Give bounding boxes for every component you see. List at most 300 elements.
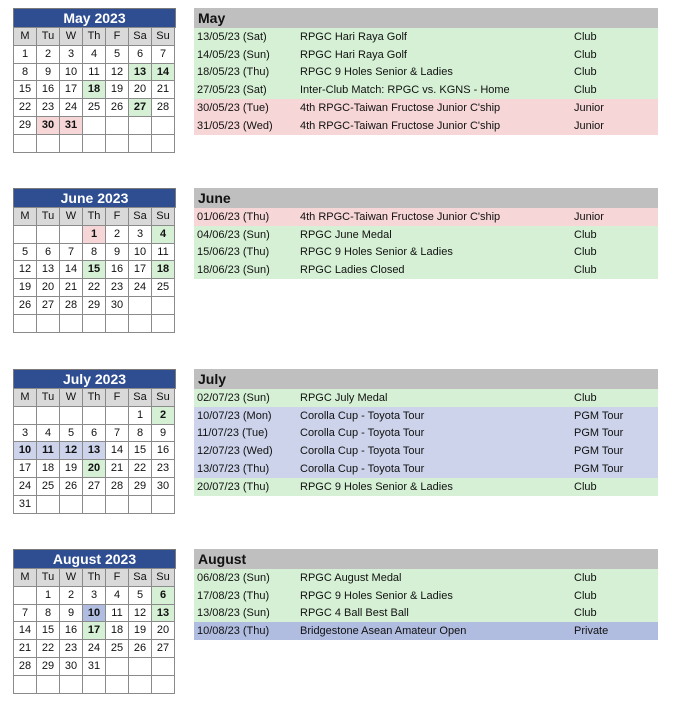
event-type: Junior — [574, 210, 604, 223]
event-rows — [194, 28, 658, 135]
calendar-day: 31 — [14, 496, 37, 514]
calendar-day: 13 — [152, 605, 175, 623]
calendar-day: 31 — [83, 658, 106, 676]
event-name: RPGC Hari Raya Golf — [300, 48, 407, 61]
calendar-empty-cell — [14, 676, 37, 694]
day-header: Th — [83, 389, 106, 407]
calendar-empty-cell — [106, 135, 129, 153]
calendar-empty-cell — [129, 315, 152, 333]
calendar-day: 17 — [14, 460, 37, 478]
day-header: W — [60, 208, 83, 226]
calendar-title: August 2023 — [13, 549, 176, 568]
calendar-day: 5 — [129, 587, 152, 605]
calendar-day: 2 — [37, 46, 60, 64]
event-row — [194, 28, 658, 46]
calendar-empty-cell — [129, 135, 152, 153]
calendar-day: 3 — [83, 587, 106, 605]
event-row — [194, 208, 658, 226]
mini-calendar — [13, 188, 176, 333]
event-row — [194, 478, 658, 496]
calendar-day: 1 — [83, 226, 106, 244]
calendar-day: 16 — [37, 81, 60, 99]
calendar-empty-cell — [83, 496, 106, 514]
calendar-day: 1 — [14, 46, 37, 64]
calendar-day: 7 — [106, 425, 129, 443]
calendar-day: 14 — [106, 442, 129, 460]
calendar-day: 30 — [106, 297, 129, 315]
event-row — [194, 81, 658, 99]
calendar-day: 25 — [152, 279, 175, 297]
month-section-july — [0, 369, 674, 529]
calendar-day: 21 — [106, 460, 129, 478]
event-date: 13/07/23 (Thu) — [197, 463, 270, 476]
event-name: RPGC 9 Holes Senior & Ladies — [300, 480, 453, 493]
calendar-day: 27 — [152, 640, 175, 658]
calendar-day: 31 — [60, 117, 83, 135]
calendar-day: 21 — [152, 81, 175, 99]
calendar-day: 19 — [129, 622, 152, 640]
calendar-day: 11 — [106, 605, 129, 623]
calendar-day: 2 — [152, 407, 175, 425]
calendar-day: 9 — [60, 605, 83, 623]
calendar-day: 16 — [152, 442, 175, 460]
event-list-title: July — [194, 369, 658, 389]
event-date: 18/05/23 (Thu) — [197, 66, 270, 79]
calendar-day: 5 — [106, 46, 129, 64]
calendar-empty-cell — [129, 117, 152, 135]
calendar-day: 6 — [37, 244, 60, 262]
calendar-day: 10 — [129, 244, 152, 262]
event-date: 04/06/23 (Sun) — [197, 228, 270, 241]
day-header: F — [106, 389, 129, 407]
calendar-empty-cell — [37, 676, 60, 694]
day-header: Su — [152, 28, 175, 46]
calendar-day: 5 — [14, 244, 37, 262]
event-name: Corolla Cup - Toyota Tour — [300, 427, 425, 440]
calendar-empty-cell — [14, 226, 37, 244]
event-date: 17/08/23 (Thu) — [197, 589, 270, 602]
event-name: RPGC Ladies Closed — [300, 264, 405, 277]
calendar-empty-cell — [37, 226, 60, 244]
event-date: 20/07/23 (Thu) — [197, 480, 270, 493]
calendar-empty-cell — [37, 407, 60, 425]
event-type: Club — [574, 228, 597, 241]
day-header: Su — [152, 389, 175, 407]
mini-calendar — [13, 8, 176, 153]
calendar-empty-cell — [129, 496, 152, 514]
calendar-title: June 2023 — [13, 188, 176, 207]
day-header: M — [14, 208, 37, 226]
event-type: Private — [574, 625, 609, 638]
event-name: Bridgestone Asean Amateur Open — [300, 625, 467, 638]
event-row — [194, 425, 658, 443]
calendar-day: 20 — [152, 622, 175, 640]
calendar-day: 25 — [106, 640, 129, 658]
event-row — [194, 460, 658, 478]
event-type: Club — [574, 571, 597, 584]
calendar-empty-cell — [129, 676, 152, 694]
calendar-day: 13 — [37, 261, 60, 279]
event-type: Club — [574, 589, 597, 602]
calendar-day: 20 — [129, 81, 152, 99]
calendar-title: May 2023 — [13, 8, 176, 27]
event-row — [194, 442, 658, 460]
calendar-day: 14 — [152, 64, 175, 82]
calendar-day: 12 — [129, 605, 152, 623]
day-header: F — [106, 28, 129, 46]
event-type: Club — [574, 246, 597, 259]
event-type: Club — [574, 480, 597, 493]
calendar-day: 17 — [83, 622, 106, 640]
day-header: F — [106, 569, 129, 587]
event-type: PGM Tour — [574, 427, 624, 440]
calendar-day: 18 — [37, 460, 60, 478]
event-date: 15/06/23 (Thu) — [197, 246, 270, 259]
event-name: RPGC August Medal — [300, 571, 402, 584]
calendar-day: 29 — [37, 658, 60, 676]
event-date: 02/07/23 (Sun) — [197, 391, 270, 404]
event-list-title: June — [194, 188, 658, 208]
calendar-day: 23 — [106, 279, 129, 297]
event-type: PGM Tour — [574, 445, 624, 458]
calendar-day: 23 — [60, 640, 83, 658]
calendar-day: 14 — [60, 261, 83, 279]
event-date: 10/07/23 (Mon) — [197, 409, 272, 422]
calendar-day: 4 — [106, 587, 129, 605]
calendar-empty-cell — [106, 407, 129, 425]
calendar-day: 22 — [14, 99, 37, 117]
day-header: M — [14, 389, 37, 407]
calendar-day: 29 — [83, 297, 106, 315]
event-rows — [194, 569, 658, 640]
day-header: Su — [152, 569, 175, 587]
calendar-day: 11 — [83, 64, 106, 82]
calendar-day: 2 — [60, 587, 83, 605]
event-row — [194, 622, 658, 640]
calendar-day: 15 — [83, 261, 106, 279]
event-type: Club — [574, 607, 597, 620]
event-name: RPGC 9 Holes Senior & Ladies — [300, 246, 453, 259]
event-date: 27/05/23 (Sat) — [197, 84, 267, 97]
calendar-day: 20 — [83, 460, 106, 478]
calendar-day: 19 — [60, 460, 83, 478]
event-type: PGM Tour — [574, 463, 624, 476]
calendar-grid — [13, 568, 176, 694]
calendar-day: 28 — [106, 478, 129, 496]
day-header: F — [106, 208, 129, 226]
calendar-day: 10 — [83, 605, 106, 623]
event-date: 14/05/23 (Sun) — [197, 48, 270, 61]
event-row — [194, 261, 658, 279]
calendar-day: 26 — [14, 297, 37, 315]
calendar-empty-cell — [152, 135, 175, 153]
calendar-day: 1 — [129, 407, 152, 425]
event-date: 31/05/23 (Wed) — [197, 119, 273, 132]
calendar-empty-cell — [129, 297, 152, 315]
calendar-day: 24 — [129, 279, 152, 297]
event-list — [194, 549, 658, 640]
calendar-day: 19 — [14, 279, 37, 297]
month-section-june — [0, 188, 674, 348]
event-name: RPGC 9 Holes Senior & Ladies — [300, 589, 453, 602]
calendar-day: 28 — [60, 297, 83, 315]
event-name: Corolla Cup - Toyota Tour — [300, 409, 425, 422]
calendar-grid — [13, 27, 176, 153]
calendar-grid — [13, 207, 176, 333]
calendar-day: 29 — [14, 117, 37, 135]
event-rows — [194, 389, 658, 496]
event-list — [194, 369, 658, 496]
event-row — [194, 407, 658, 425]
calendar-day: 6 — [152, 587, 175, 605]
event-date: 13/05/23 (Sat) — [197, 30, 267, 43]
event-row — [194, 389, 658, 407]
calendar-empty-cell — [83, 117, 106, 135]
event-name: Corolla Cup - Toyota Tour — [300, 445, 425, 458]
event-name: RPGC June Medal — [300, 228, 392, 241]
calendar-empty-cell — [60, 676, 83, 694]
calendar-day: 23 — [37, 99, 60, 117]
event-name: 4th RPGC-Taiwan Fructose Junior C'ship — [300, 119, 501, 132]
calendar-empty-cell — [60, 407, 83, 425]
calendar-day: 14 — [14, 622, 37, 640]
day-header: Su — [152, 208, 175, 226]
day-header: Th — [83, 208, 106, 226]
event-name: 4th RPGC-Taiwan Fructose Junior C'ship — [300, 102, 501, 115]
calendar-day: 22 — [37, 640, 60, 658]
event-date: 10/08/23 (Thu) — [197, 625, 270, 638]
day-header: Sa — [129, 389, 152, 407]
calendar-empty-cell — [83, 135, 106, 153]
day-header: Sa — [129, 569, 152, 587]
event-date: 11/07/23 (Tue) — [197, 427, 268, 440]
calendar-day: 3 — [129, 226, 152, 244]
day-header: Tu — [37, 208, 60, 226]
event-name: Corolla Cup - Toyota Tour — [300, 463, 425, 476]
event-list — [194, 188, 658, 279]
event-row — [194, 64, 658, 82]
calendar-empty-cell — [83, 676, 106, 694]
calendar-day: 6 — [129, 46, 152, 64]
calendar-empty-cell — [60, 496, 83, 514]
event-row — [194, 587, 658, 605]
calendar-empty-cell — [152, 496, 175, 514]
day-header: Tu — [37, 569, 60, 587]
calendar-day: 26 — [106, 99, 129, 117]
event-name: RPGC 4 Ball Best Ball — [300, 607, 409, 620]
calendar-day: 30 — [152, 478, 175, 496]
event-date: 30/05/23 (Tue) — [197, 102, 269, 115]
calendar-day: 16 — [60, 622, 83, 640]
event-name: RPGC July Medal — [300, 391, 388, 404]
calendar-empty-cell — [14, 135, 37, 153]
event-row — [194, 244, 658, 262]
event-row — [194, 117, 658, 135]
day-header: W — [60, 389, 83, 407]
calendar-day: 22 — [83, 279, 106, 297]
calendar-day: 18 — [83, 81, 106, 99]
event-type: Junior — [574, 102, 604, 115]
calendar-day: 15 — [14, 81, 37, 99]
calendar-day: 30 — [37, 117, 60, 135]
calendar-empty-cell — [60, 226, 83, 244]
event-type: Club — [574, 30, 597, 43]
calendar-empty-cell — [37, 135, 60, 153]
calendar-day: 7 — [60, 244, 83, 262]
calendar-empty-cell — [152, 297, 175, 315]
event-type: Junior — [574, 119, 604, 132]
calendar-day: 13 — [129, 64, 152, 82]
calendar-day: 21 — [60, 279, 83, 297]
event-date: 18/06/23 (Sun) — [197, 264, 270, 277]
calendar-day: 28 — [152, 99, 175, 117]
calendar-day: 9 — [106, 244, 129, 262]
calendar-day: 15 — [129, 442, 152, 460]
calendar-day: 6 — [83, 425, 106, 443]
calendar-day: 9 — [37, 64, 60, 82]
mini-calendar — [13, 369, 176, 514]
mini-calendar — [13, 549, 176, 694]
calendar-day: 30 — [60, 658, 83, 676]
calendar-day: 26 — [60, 478, 83, 496]
calendar-day: 15 — [37, 622, 60, 640]
day-header: Sa — [129, 28, 152, 46]
calendar-day: 24 — [60, 99, 83, 117]
calendar-day: 21 — [14, 640, 37, 658]
calendar-empty-cell — [83, 407, 106, 425]
event-name: RPGC 9 Holes Senior & Ladies — [300, 66, 453, 79]
event-row — [194, 99, 658, 117]
calendar-day: 27 — [83, 478, 106, 496]
calendar-empty-cell — [14, 587, 37, 605]
calendar-empty-cell — [152, 315, 175, 333]
event-type: Club — [574, 84, 597, 97]
calendar-day: 20 — [37, 279, 60, 297]
calendar-day: 9 — [152, 425, 175, 443]
calendar-day: 2 — [106, 226, 129, 244]
calendar-day: 7 — [14, 605, 37, 623]
calendar-day: 18 — [152, 261, 175, 279]
calendar-empty-cell — [60, 135, 83, 153]
calendar-empty-cell — [106, 117, 129, 135]
event-type: Club — [574, 48, 597, 61]
calendar-day: 18 — [106, 622, 129, 640]
calendar-empty-cell — [14, 315, 37, 333]
calendar-day: 4 — [152, 226, 175, 244]
calendar-day: 19 — [106, 81, 129, 99]
event-list-title: August — [194, 549, 658, 569]
calendar-day: 4 — [83, 46, 106, 64]
event-row — [194, 569, 658, 587]
event-name: 4th RPGC-Taiwan Fructose Junior C'ship — [300, 210, 501, 223]
event-date: 06/08/23 (Sun) — [197, 571, 270, 584]
calendar-day: 3 — [60, 46, 83, 64]
calendar-day: 12 — [60, 442, 83, 460]
calendar-day: 23 — [152, 460, 175, 478]
calendar-empty-cell — [60, 315, 83, 333]
calendar-day: 11 — [37, 442, 60, 460]
calendar-day: 4 — [37, 425, 60, 443]
calendar-day: 16 — [106, 261, 129, 279]
event-date: 13/08/23 (Sun) — [197, 607, 270, 620]
calendar-day: 24 — [14, 478, 37, 496]
calendar-day: 12 — [106, 64, 129, 82]
calendar-day: 24 — [83, 640, 106, 658]
day-header: Tu — [37, 389, 60, 407]
day-header: Sa — [129, 208, 152, 226]
calendar-empty-cell — [152, 117, 175, 135]
calendar-day: 28 — [14, 658, 37, 676]
calendar-day: 29 — [129, 478, 152, 496]
day-header: W — [60, 28, 83, 46]
event-row — [194, 46, 658, 64]
calendar-day: 8 — [37, 605, 60, 623]
calendar-empty-cell — [14, 407, 37, 425]
day-header: Tu — [37, 28, 60, 46]
event-type: Club — [574, 391, 597, 404]
calendar-day: 1 — [37, 587, 60, 605]
day-header: W — [60, 569, 83, 587]
day-header: Th — [83, 569, 106, 587]
calendar-day: 3 — [14, 425, 37, 443]
calendar-day: 27 — [129, 99, 152, 117]
calendar-empty-cell — [152, 676, 175, 694]
event-list — [194, 8, 658, 135]
calendar-day: 10 — [14, 442, 37, 460]
calendar-day: 26 — [129, 640, 152, 658]
calendar-empty-cell — [106, 658, 129, 676]
event-rows — [194, 208, 658, 279]
calendar-title: July 2023 — [13, 369, 176, 388]
calendar-day: 17 — [60, 81, 83, 99]
event-date: 12/07/23 (Wed) — [197, 445, 273, 458]
calendar-day: 25 — [37, 478, 60, 496]
day-header: M — [14, 569, 37, 587]
calendar-empty-cell — [106, 315, 129, 333]
calendar-day: 12 — [14, 261, 37, 279]
calendar-day: 10 — [60, 64, 83, 82]
calendar-empty-cell — [152, 658, 175, 676]
event-date: 01/06/23 (Thu) — [197, 210, 270, 223]
calendar-day: 8 — [83, 244, 106, 262]
day-header: M — [14, 28, 37, 46]
event-type: Club — [574, 264, 597, 277]
calendar-grid — [13, 388, 176, 514]
event-row — [194, 605, 658, 623]
calendar-day: 22 — [129, 460, 152, 478]
calendar-empty-cell — [37, 496, 60, 514]
calendar-day: 11 — [152, 244, 175, 262]
calendar-empty-cell — [129, 658, 152, 676]
calendar-empty-cell — [83, 315, 106, 333]
calendar-day: 8 — [129, 425, 152, 443]
event-name: RPGC Hari Raya Golf — [300, 30, 407, 43]
calendar-day: 8 — [14, 64, 37, 82]
calendar-empty-cell — [106, 496, 129, 514]
calendar-empty-cell — [106, 676, 129, 694]
month-section-august — [0, 549, 674, 709]
calendar-day: 13 — [83, 442, 106, 460]
event-name: Inter-Club Match: RPGC vs. KGNS - Home — [300, 84, 510, 97]
event-list-title: May — [194, 8, 658, 28]
event-row — [194, 226, 658, 244]
month-section-may — [0, 8, 674, 168]
calendar-day: 27 — [37, 297, 60, 315]
calendar-day: 25 — [83, 99, 106, 117]
event-type: PGM Tour — [574, 409, 624, 422]
day-header: Th — [83, 28, 106, 46]
calendar-day: 5 — [60, 425, 83, 443]
